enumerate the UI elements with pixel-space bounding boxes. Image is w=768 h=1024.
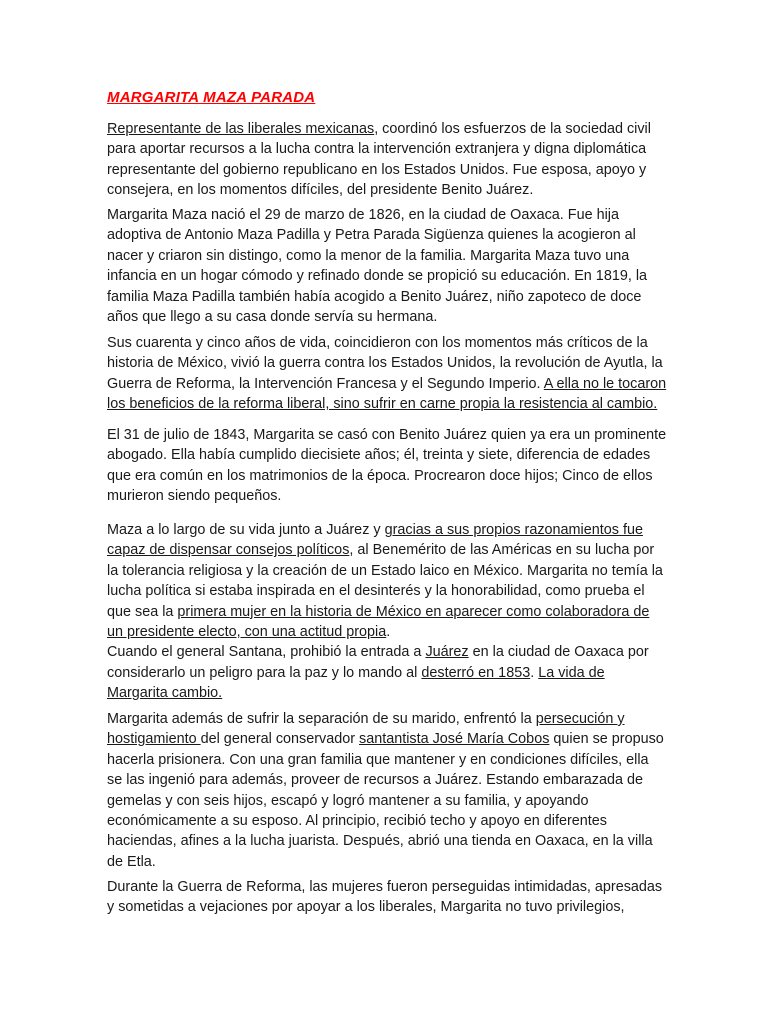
link-primera-mujer[interactable]: primera mujer en la historia de México en aparecer como colaboradora de un presidente electo, con una actitud propia (107, 603, 650, 641)
paragraph-5-text-a: Maza a lo largo de su vida junto a Juárez y (107, 522, 385, 538)
paragraph-3-text: Sus cuarenta y cinco años de vida, coincidieron con los momentos más críticos de la historia de México, vivió la guerra contra los Estados Unidos, la revolución de Ayutla, la Guerra de Reforma, la Intervención Francesa y el Segundo Imperio. (107, 335, 663, 392)
paragraph-6-text-a: Cuando el general Santana, prohibió la entrada a (107, 644, 426, 661)
paragraph-7-text-a: Margarita además de sufrir la separación de su marido, enfrentó la (107, 711, 536, 727)
paragraph-3 (107, 333, 667, 415)
paragraph-2-text: Margarita Maza nació el 29 de marzo de 1826, en la ciudad de Oaxaca. Fue hija adoptiva de Antonio Maza Padilla y Petra Parada Sigüenza quienes la acogieron al nacer y criaron sin distingo, como la menor de la familia. Margarita Maza tuvo una infancia en un hogar cómodo y refinado donde se propició su educación. En 1819, la familia Maza Padilla también había acogido a Benito Juárez, niño zapoteco de doce años que llego a su casa donde servía su hermana. (107, 207, 648, 326)
paragraph-5-text-c: , al Benemérito de las Américas en su lucha por la tolerancia religiosa y la creación de un Estado laico en México. Margarita no temía la lucha política si estaba inspirada en el desinterés y la honorabilidad, como prueba el que sea la (107, 542, 663, 620)
link-reforma-liberal[interactable]: A ella no le tocaron los beneficios de la reforma liberal, sino sufrir en carne propia la resistencia al cambio. (107, 375, 667, 413)
paragraph-2 (107, 205, 667, 327)
paragraph-5-text-e: . (386, 624, 391, 641)
paragraph-7-text-c: del general conservador (200, 731, 360, 748)
paragraph-4-text: El 31 de julio de 1843, Margarita se casó con Benito Juárez quien ya era un prominente abogado. Ella había cumplido diecisiete años; él, treinta y siete, diferencia de edades que era común en los matrimonios de la época. Procrearon doce hijos; Cinco de ellos murieron siendo pequeños. (107, 427, 667, 505)
paragraph-5 (107, 520, 667, 704)
paragraph-8 (107, 877, 667, 918)
link-desterro[interactable]: desterró en 1853 (421, 664, 531, 681)
paragraph-7 (107, 709, 667, 872)
paragraph-6-text-e: . (530, 664, 539, 681)
paragraph-6-text-c: en la ciudad de Oaxaca por considerarlo un peligro para la paz y lo mando al (107, 644, 649, 681)
link-persecucion[interactable]: persecución y hostigamiento (107, 711, 625, 748)
document-title: MARGARITA MAZA PARADA (107, 89, 316, 106)
paragraph-7-text-e: quien se propuso hacerla prisionera. Con una gran familia que mantener y en condiciones difíciles, ella se las ingenió para además, proveer de recursos a Juárez. Estando embarazada de gemelas y con seis hijos, escapó y logró mantener a su familia, y apoyando económicamente a su esposo. Al principio, recibió techo y apoyo en diferentes haciendas, afines a la lucha juarista. Después, abrió una tienda en Oaxaca, en la villa de Etla. (107, 731, 664, 870)
link-juarez[interactable]: Juárez (425, 644, 469, 661)
paragraph-8-text: Durante la Guerra de Reforma, las mujeres fueron perseguidas intimidadas, apresadas y sometidas a vejaciones por apoyar a los liberales, Margarita no tuvo privilegios, (107, 879, 663, 916)
paragraph-4 (107, 425, 667, 507)
paragraph-1 (107, 119, 667, 201)
link-representante[interactable]: Representante de las liberales mexicanas (107, 121, 375, 137)
link-vida-margarita[interactable]: La vida de Margarita cambio. (107, 664, 605, 702)
link-razonamientos[interactable]: gracias a sus propios razonamientos fue capaz de dispensar consejos políticos (107, 522, 643, 559)
link-cobos[interactable]: santantista José María Cobos (359, 731, 550, 748)
paragraph-1-text: , coordinó los esfuerzos de la sociedad civil para aportar recursos a la lucha contra la intervención extranjera y digna diplomática representante del gobierno republicano en los Estados Unidos. Fue esposa, apoyo y consejera, en los momentos difíciles, del presidente Benito Juárez. (107, 121, 651, 199)
